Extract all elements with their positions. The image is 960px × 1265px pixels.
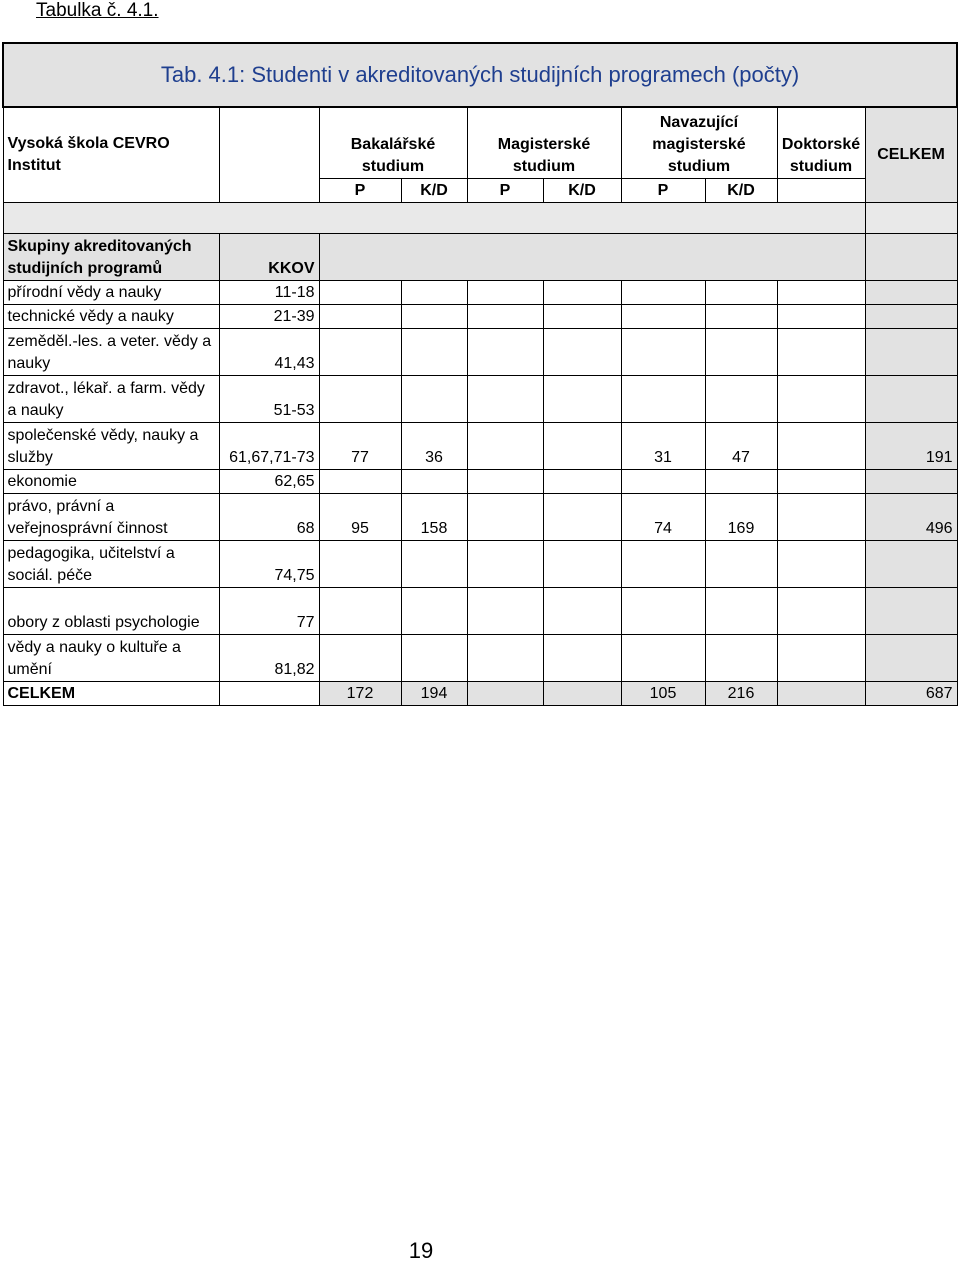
row-mp-value [467, 305, 543, 329]
row-mkd-value [543, 494, 621, 541]
row-code: 61,67,71-73 [219, 423, 319, 470]
follow-up-master-header: Navazující magisterské studium [621, 107, 777, 179]
row-np-value [621, 588, 705, 635]
group-header-label: Skupiny akreditovaných studijních programů [3, 234, 219, 281]
table-row [3, 281, 957, 305]
row-d-value [777, 281, 865, 305]
table-row [3, 588, 957, 635]
row-code: 41,43 [219, 329, 319, 376]
students-table [2, 42, 958, 706]
row-name: zeměděl.-les. a veter. vědy a nauky [3, 329, 219, 376]
doctoral-header: Doktorské studium [777, 107, 865, 179]
row-name: společenské vědy, nauky a služby [3, 423, 219, 470]
row-bp-value: 77 [319, 423, 401, 470]
totals-bkd-value: 194 [401, 682, 467, 706]
row-mkd-value [543, 541, 621, 588]
row-nkd-value [705, 541, 777, 588]
totals-mkd-value [543, 682, 621, 706]
row-bkd-value [401, 329, 467, 376]
bachelor-kd-header: K/D [401, 179, 467, 203]
row-total-value: 496 [865, 494, 957, 541]
row-d-value [777, 329, 865, 376]
row-bkd-value [401, 281, 467, 305]
totals-mp-value [467, 682, 543, 706]
row-name: ekonomie [3, 470, 219, 494]
row-name: pedagogika, učitelství a sociál. péče [3, 541, 219, 588]
totals-row [3, 682, 957, 706]
master-header: Magisterské studium [467, 107, 621, 179]
row-np-value [621, 281, 705, 305]
row-nkd-value: 47 [705, 423, 777, 470]
table-title: Tab. 4.1: Studenti v akreditovaných studijních programech (počty) [3, 43, 957, 107]
institution-header: Vysoká škola CEVRO Institut [3, 107, 219, 203]
totals-nkd-value: 216 [705, 682, 777, 706]
row-mp-value [467, 423, 543, 470]
follow-up-p-header: P [621, 179, 705, 203]
row-nkd-value [705, 329, 777, 376]
row-code: 77 [219, 588, 319, 635]
totals-np-value: 105 [621, 682, 705, 706]
row-total-value [865, 305, 957, 329]
totals-d-value [777, 682, 865, 706]
row-d-value [777, 494, 865, 541]
row-nkd-value: 169 [705, 494, 777, 541]
group-header-total-blank [865, 234, 957, 281]
row-total-value [865, 635, 957, 682]
row-mkd-value [543, 423, 621, 470]
table-row [3, 305, 957, 329]
totals-bp-value: 172 [319, 682, 401, 706]
row-d-value [777, 376, 865, 423]
row-bkd-value [401, 541, 467, 588]
totals-total-value: 687 [865, 682, 957, 706]
row-bp-value: 95 [319, 494, 401, 541]
gray-spacer-total [865, 203, 957, 234]
gray-spacer [3, 203, 865, 234]
row-code: 74,75 [219, 541, 319, 588]
row-mp-value [467, 376, 543, 423]
row-bp-value [319, 635, 401, 682]
row-bp-value [319, 376, 401, 423]
page-number: 19 [408, 1238, 434, 1263]
row-np-value: 74 [621, 494, 705, 541]
row-bkd-value [401, 305, 467, 329]
row-name: vědy a nauky o kultuře a umění [3, 635, 219, 682]
row-mkd-value [543, 376, 621, 423]
row-mkd-value [543, 635, 621, 682]
row-mkd-value [543, 305, 621, 329]
group-header-row [3, 234, 957, 281]
table-row [3, 376, 957, 423]
row-code: 11-18 [219, 281, 319, 305]
table-row [3, 423, 957, 470]
row-d-value [777, 305, 865, 329]
row-bkd-value [401, 588, 467, 635]
row-name: technické vědy a nauky [3, 305, 219, 329]
totals-code-blank [219, 682, 319, 706]
row-mp-value [467, 329, 543, 376]
row-nkd-value [705, 305, 777, 329]
row-np-value: 31 [621, 423, 705, 470]
row-nkd-value [705, 588, 777, 635]
row-bkd-value: 158 [401, 494, 467, 541]
row-mkd-value [543, 588, 621, 635]
bachelor-p-header: P [319, 179, 401, 203]
row-mp-value [467, 588, 543, 635]
table-caption: Tabulka č. 4.1. [36, 0, 159, 21]
row-mp-value [467, 635, 543, 682]
row-total-value [865, 376, 957, 423]
row-bkd-value [401, 376, 467, 423]
row-total-value [865, 541, 957, 588]
table-row [3, 494, 957, 541]
master-kd-header: K/D [543, 179, 621, 203]
row-np-value [621, 376, 705, 423]
row-np-value [621, 305, 705, 329]
row-bkd-value [401, 635, 467, 682]
row-bp-value [319, 470, 401, 494]
table-row [3, 470, 957, 494]
row-bp-value [319, 305, 401, 329]
row-np-value [621, 470, 705, 494]
row-d-value [777, 588, 865, 635]
row-mkd-value [543, 281, 621, 305]
follow-up-kd-header: K/D [705, 179, 777, 203]
row-mp-value [467, 541, 543, 588]
row-name: přírodní vědy a nauky [3, 281, 219, 305]
group-header-blank [319, 234, 865, 281]
row-code: 51-53 [219, 376, 319, 423]
title-row [3, 43, 957, 107]
master-p-header: P [467, 179, 543, 203]
row-bp-value [319, 588, 401, 635]
group-header-code: KKOV [219, 234, 319, 281]
row-mkd-value [543, 470, 621, 494]
row-d-value [777, 541, 865, 588]
table-row [3, 635, 957, 682]
row-name: obory z oblasti psychologie [3, 588, 219, 635]
table-row [3, 541, 957, 588]
row-total-value [865, 329, 957, 376]
row-nkd-value [705, 635, 777, 682]
row-d-value [777, 470, 865, 494]
doctoral-sub-header [777, 179, 865, 203]
gray-spacer-row [3, 203, 957, 234]
row-total-value [865, 281, 957, 305]
row-bp-value [319, 281, 401, 305]
row-mp-value [467, 470, 543, 494]
row-total-value [865, 470, 957, 494]
total-header: CELKEM [865, 107, 957, 203]
row-name: právo, právní a veřejnosprávní činnost [3, 494, 219, 541]
row-mp-value [467, 494, 543, 541]
row-bp-value [319, 329, 401, 376]
table-row [3, 329, 957, 376]
header-row [3, 107, 957, 179]
row-code: 68 [219, 494, 319, 541]
row-bp-value [319, 541, 401, 588]
row-total-value [865, 588, 957, 635]
row-name: zdravot., lékař. a farm. vědy a nauky [3, 376, 219, 423]
row-code: 81,82 [219, 635, 319, 682]
row-d-value [777, 423, 865, 470]
totals-label: CELKEM [3, 682, 219, 706]
row-mkd-value [543, 329, 621, 376]
row-nkd-value [705, 470, 777, 494]
row-code: 62,65 [219, 470, 319, 494]
row-bkd-value: 36 [401, 423, 467, 470]
row-mp-value [467, 281, 543, 305]
row-code: 21-39 [219, 305, 319, 329]
row-np-value [621, 541, 705, 588]
row-total-value: 191 [865, 423, 957, 470]
row-np-value [621, 329, 705, 376]
empty-header-cell [219, 107, 319, 203]
row-np-value [621, 635, 705, 682]
row-bkd-value [401, 470, 467, 494]
row-nkd-value [705, 281, 777, 305]
row-nkd-value [705, 376, 777, 423]
row-d-value [777, 635, 865, 682]
bachelor-header: Bakalářské studium [319, 107, 467, 179]
